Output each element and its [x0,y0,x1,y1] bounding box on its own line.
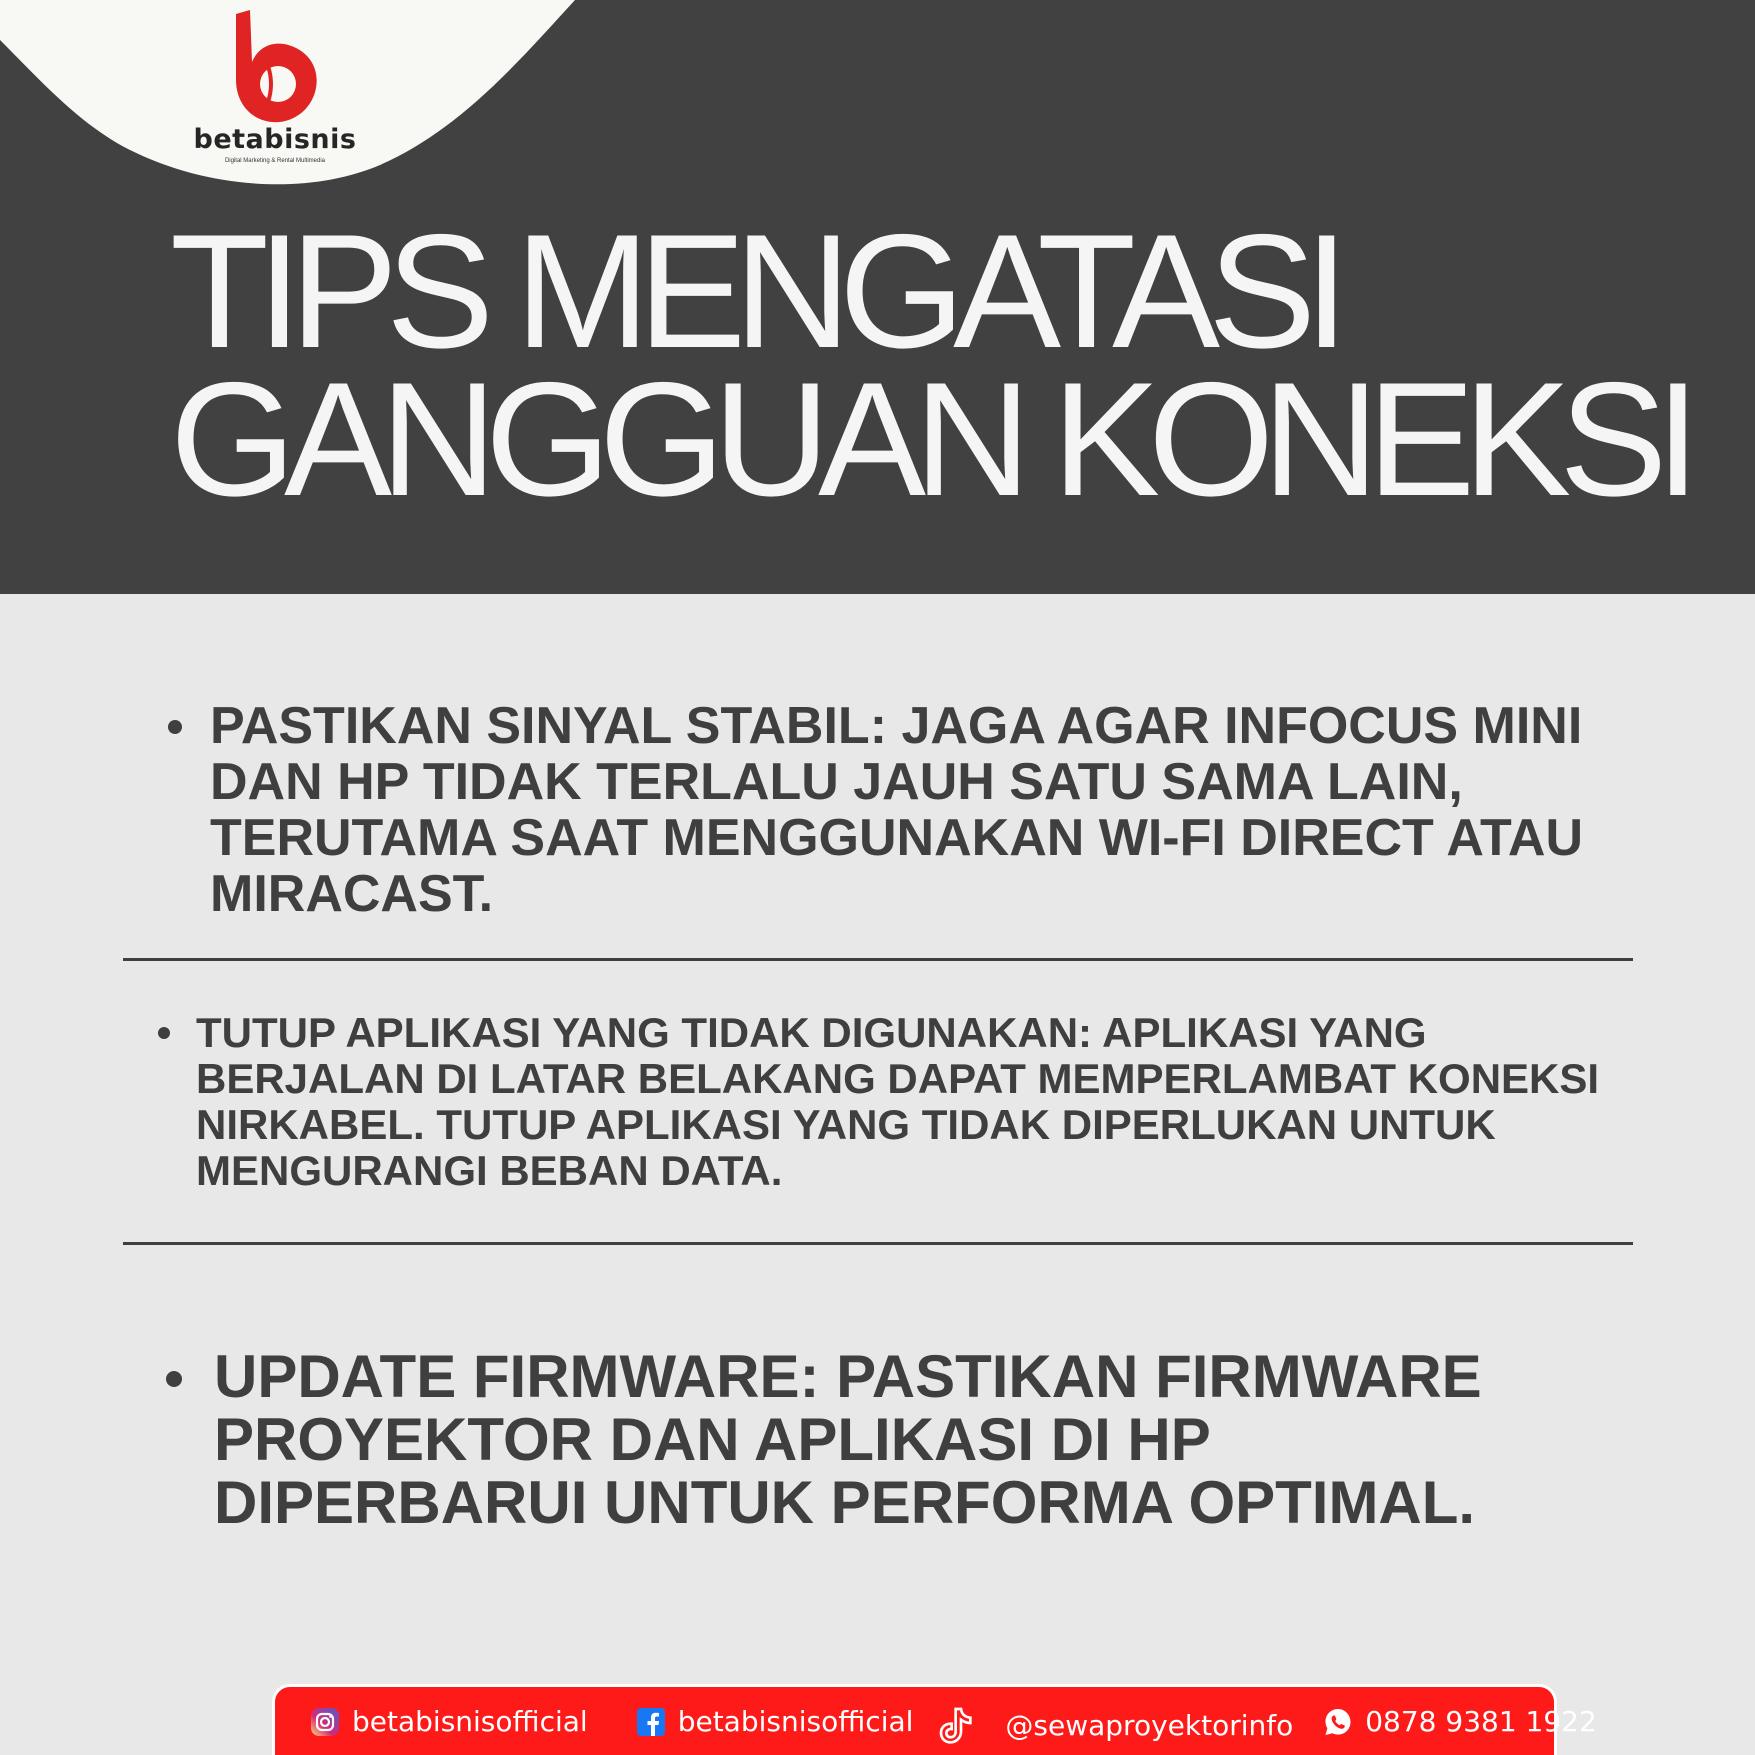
tip-text: TUTUP APLIKASI YANG TIDAK DIGUNAKAN: APLIKASI YANG BERJALAN DI LATAR BELAKANG DAPAT MEMPERLAMBAT KONEKSI NIRKABEL. TUTUP APLIKASI YANG TIDAK DIPERLUKAN UNTUK MENGURANGI BEBAN DATA. [196,1009,1600,1194]
page-title [170,201,1730,530]
brand-name: betabisnis [193,124,357,155]
facebook-icon [636,1707,666,1737]
bullet-icon [166,1371,182,1387]
tiktok-icon [937,1705,977,1745]
betabisnis-logo-icon [228,6,324,126]
tiktok-handle: @sewaproyektorinfo [1005,1708,1294,1742]
instagram-handle: betabisnisofficial [352,1705,588,1738]
brand-tagline: Digital Marketing & Rental Multimedia [224,158,326,164]
tip-text: PASTIKAN SINYAL STABIL: JAGA AGAR INFOCUS MINI DAN HP TIDAK TERLALU JAUH SATU SAMA LAIN, TERUTAMA SAAT MENGGUNAKAN WI-FI DIRECT ATAU MIRACAST. [210,697,1584,923]
social-facebook[interactable] [636,1705,914,1738]
divider [123,958,1633,961]
tip-text: UPDATE FIRMWARE: PASTIKAN FIRMWARE PROYEKTOR DAN APLIKASI DI HP DIPERBARUI UNTUK PERFORMA OPTIMAL. [214,1343,1482,1536]
bullet-icon [168,720,182,734]
social-tiktok[interactable] [937,1705,1293,1745]
divider [123,1242,1633,1245]
title-line-2: GANGGUAN KONEKSI [170,349,1689,530]
facebook-handle: betabisnisofficial [677,1705,914,1738]
social-footer [272,1684,1597,1755]
social-whatsapp[interactable] [1323,1705,1597,1738]
bullet-icon [158,1027,170,1039]
whatsapp-icon [1323,1707,1353,1737]
whatsapp-number: 0878 9381 1922 [1365,1705,1597,1738]
tip-item-1 [210,698,1630,922]
title-line-1: TIPS MENGATASI [170,201,1338,382]
tip-item-2 [196,1010,1636,1194]
header-banner [0,0,1755,594]
instagram-icon [310,1707,340,1737]
tip-item-3 [214,1345,1574,1534]
social-instagram[interactable] [310,1705,588,1738]
